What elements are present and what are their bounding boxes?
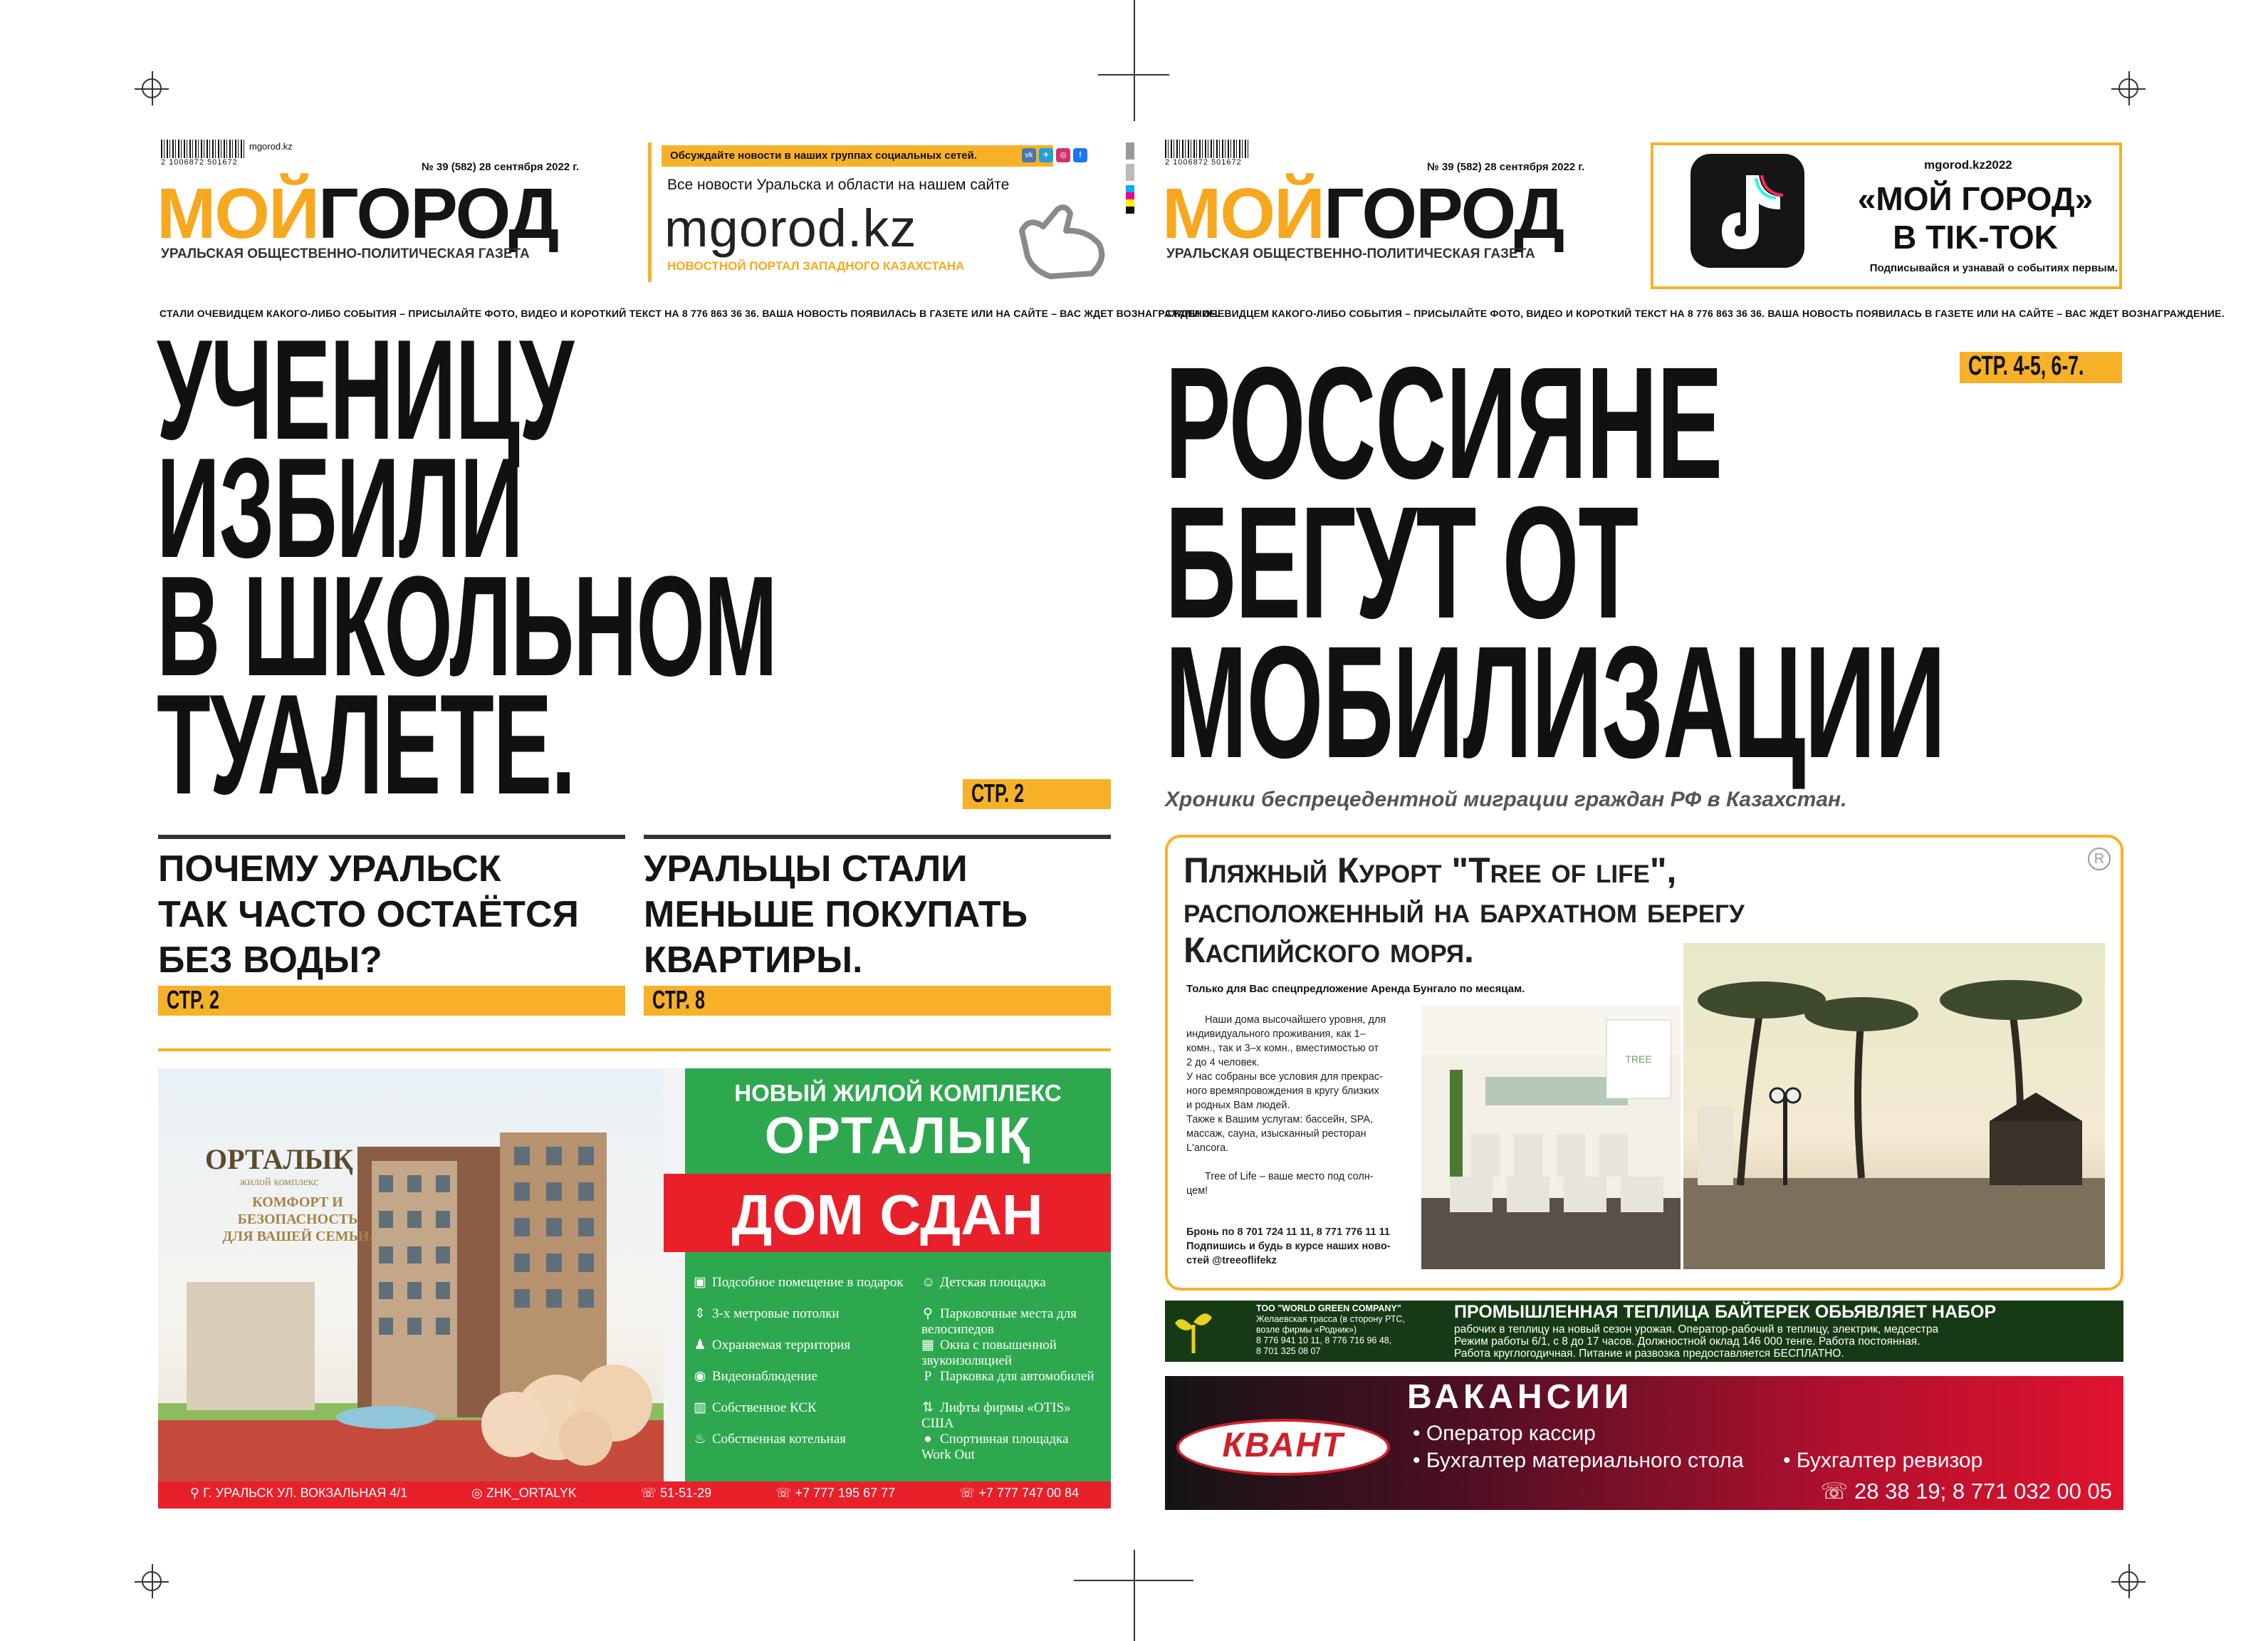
ad-logo <box>205 1142 353 1189</box>
vacancy-phones[interactable]: ☏ 28 38 19; 8 771 032 00 05 <box>1820 1479 2112 1504</box>
facebook-icon[interactable]: f <box>1073 148 1087 162</box>
headline-page-ref[interactable]: СТР. 4-5, 6-7. <box>1960 352 2122 383</box>
vacancy-ad[interactable] <box>1165 1376 2123 1510</box>
vacancy-item: • Бухгалтер ревизор <box>1783 1449 1983 1472</box>
story-line: МЕНЬШЕ ПОКУПАТЬ <box>644 894 1028 935</box>
ad-slogan: КОМФОРТ И БЕЗОПАСНОСТЬ ДЛЯ ВАШЕЙ СЕМЬИ. <box>222 1194 373 1244</box>
registration-mark <box>142 1571 162 1591</box>
vacancy-item: • Оператор кассир <box>1413 1422 1596 1445</box>
social-icons[interactable] <box>1022 148 1087 162</box>
instagram-icon[interactable]: ◎ <box>1056 148 1070 162</box>
story-line: КВАРТИРЫ. <box>644 939 863 981</box>
ad-features <box>694 1275 1099 1463</box>
parking-icon: P <box>924 1369 932 1384</box>
story-teaser-water[interactable] <box>158 835 625 1016</box>
headline-page-ref[interactable]: СТР. 2 <box>963 779 1111 809</box>
elevator-icon: ⇅ <box>922 1400 934 1415</box>
feature-item: ♟ Охраняемая территория <box>694 1338 851 1353</box>
main-headline[interactable] <box>1165 334 2268 791</box>
feature-item: ▥ Собственное КСК <box>694 1400 817 1415</box>
greenhouse-text: рабочих в теплицу на новый сезон урожая. Оператор-рабочий в теплицу, электрик, медсестра Режим работы 6/1, с 8 до 17 часов. Должностной оклад 146 000 тенге. Работа постоянная. Работа круглогодичная. Питание и развозка предоставляется БЕСПЛАТНО. <box>1454 1323 1939 1360</box>
issue-number: № 39 (582) 28 сентября 2022 г. <box>422 161 580 173</box>
camera-icon: ◉ <box>694 1369 706 1384</box>
ad-logo-text: ОРТАЛЫҚ <box>205 1143 353 1175</box>
resort-offer: Только для Вас спецпредложение Аренда Бунгало по месяцам. <box>1186 983 1525 995</box>
feature-item: ▦ Окна с повышенной звукоизоляцией <box>921 1338 1057 1368</box>
headline-line: РОССИЯНЕ <box>1165 334 1723 512</box>
building-illustration <box>158 1068 664 1481</box>
site-small[interactable]: mgorod.kz <box>249 141 293 152</box>
logo-part-moi: МОЙ <box>1162 174 1324 254</box>
vk-icon[interactable]: vk <box>1022 148 1036 162</box>
feature-item: ⚲ Парковочные места для велосипедов <box>921 1306 1077 1337</box>
barcode-number: 2 1006872 501672 <box>161 158 238 167</box>
headline-line: УЧЕНИЦУ <box>157 311 573 469</box>
greenhouse-title: ПРОМЫШЛЕННАЯ ТЕПЛИЦА БАЙТЕРЕК ОБЬЯВЛЯЕТ НАБОР <box>1454 1302 1997 1322</box>
address: ⚲ Г. УРАЛЬСК УЛ. ВОКЗАЛЬНАЯ 4/1 <box>189 1486 408 1500</box>
story-line: ТАК ЧАСТО ОСТАЁТСЯ <box>158 894 579 935</box>
guard-icon: ♟ <box>694 1338 706 1353</box>
phone-icon: ☏ <box>640 1486 661 1500</box>
tagline: УРАЛЬСКАЯ ОБЩЕСТВЕННО-ПОЛИТИЧЕСКАЯ ГАЗЕТА <box>1166 246 1535 261</box>
fold-mark <box>1134 0 1135 121</box>
feature-item: ♨ Собственная котельная <box>694 1432 846 1447</box>
barcode <box>1165 140 1250 158</box>
window-icon: ▦ <box>921 1338 934 1353</box>
bicycle-icon: ⚲ <box>923 1306 933 1321</box>
kvant-logo-text: КВАНТ <box>1222 1427 1344 1464</box>
headline-line: ТУАЛЕТЕ. <box>157 665 575 824</box>
reader-news-strip: СТАЛИ ОЧЕВИДЦЕМ КАКОГО-ЛИБО СОБЫТИЯ – ПРИСЫЛАЙТЕ ФОТО, ВИДЕО И КОРОТКИЙ ТЕКСТ НА 8 776 863 36 36. ВАША НОВОСТЬ ПОЯВИЛАСЬ В ГАЗЕТЕ ИЛИ НА САЙТЕ – ВАС ЖДЕТ ВОЗНАГРАЖДЕНИЕ. <box>160 308 1219 319</box>
story-page-ref[interactable]: СТР. 8 <box>644 986 1111 1016</box>
promo-line: Все новости Уральска и области на нашем сайте <box>667 177 1010 193</box>
issue-number: № 39 (582) 28 сентября 2022 г. <box>1427 161 1585 173</box>
restaurant-photo <box>1421 1006 1681 1269</box>
greenhouse-company: ТОО "WORLD GREEN COMPANY" Желаевская трасса (в сторону РТС, возле фирмы «Родник») 8 776 941 10 11, 8 776 716 96 48, 8 701 325 08 07 <box>1256 1303 1405 1356</box>
barcode <box>161 140 246 158</box>
ad-logo-sub: жилой комплекс <box>239 1176 319 1188</box>
greenhouse-ad[interactable] <box>1165 1301 2123 1362</box>
registration-mark <box>2118 1571 2138 1591</box>
tiktok-handle[interactable]: mgorod.kz2022 <box>1924 158 2012 172</box>
story-line: ПОЧЕМУ УРАЛЬСК <box>158 848 501 890</box>
logo-part-gorod: ГОРОД <box>318 174 558 254</box>
ad-title-big: ОРТАЛЫҚ <box>764 1108 1032 1165</box>
resort-ad[interactable] <box>1165 835 2123 1291</box>
story-line: БЕЗ ВОДЫ? <box>158 939 382 981</box>
tiktok-bottom: Подписывайся и узнавай о событиях первым. <box>1869 262 2118 274</box>
headline-line: МОБИЛИЗАЦИИ <box>1165 613 1945 791</box>
fold-mark <box>1134 1550 1135 1641</box>
promo-top-text: Обсуждайте новости в наших группах социальных сетей. <box>670 150 978 162</box>
tiktok-promo-box[interactable] <box>1651 142 2122 289</box>
logo-part-gorod: ГОРОД <box>1323 174 1564 254</box>
gift-icon: ▣ <box>694 1275 706 1290</box>
headline-line: БЕГУТ ОТ <box>1165 474 1638 652</box>
phone-icon: ☏ <box>1820 1479 1854 1504</box>
reader-news-strip: СТАЛИ ОЧЕВИДЦЕМ КАКОГО-ЛИБО СОБЫТИЯ – ПРИСЫЛАЙТЕ ФОТО, ВИДЕО И КОРОТКИЙ ТЕКСТ НА 8 776 863 36 36. ВАША НОВОСТЬ ПОЯВИЛАСЬ В ГАЗЕТЕ ИЛИ НА САЙТЕ – ВАС ЖДЕТ ВОЗНАГРАЖДЕНИЕ. <box>1165 308 2225 319</box>
tiktok-subtitle: В TIK-TOK <box>1893 219 2058 256</box>
social-promo-box[interactable] <box>648 142 1111 282</box>
tiktok-title: «МОЙ ГОРОД» <box>1857 180 2094 217</box>
instagram-icon: ◎ <box>471 1486 486 1500</box>
tiktok-logo-icon <box>1690 154 1804 268</box>
hand-pointer-icon <box>1008 202 1114 281</box>
phone[interactable]: ☏ 51-51-29 <box>640 1486 712 1500</box>
phone-icon: ☏ <box>958 1486 979 1500</box>
barcode-number: 2 1006872 501672 <box>1165 158 1242 167</box>
resort-contacts[interactable]: Бронь по 8 701 724 11 11, 8 771 776 11 11 Подпишись и будь в курсе наших ново- стей @treeoflifekz <box>1186 1226 1391 1266</box>
tiktok-note-icon <box>1690 154 1804 268</box>
feature-item: ⇕ 3-х метровые потолки <box>694 1306 840 1321</box>
feature-item: ⇅ Лифты фирмы «OTIS» США <box>921 1400 1071 1431</box>
fold-mark <box>1098 74 1169 75</box>
feature-item: P Парковка для автомобилей <box>921 1369 1099 1400</box>
ad-footer <box>158 1486 1111 1501</box>
ad-title-small: НОВЫЙ ЖИЛОЙ КОМПЛЕКС <box>734 1080 1062 1106</box>
playground-icon: ☺ <box>921 1275 936 1290</box>
feature-item: ● Спортивная площадка Work Out <box>921 1432 1069 1462</box>
building-icon: ▥ <box>694 1400 706 1415</box>
headline-line: ИЗБИЛИ <box>157 429 523 588</box>
ad-banner-text: ДОМ СДАН <box>731 1183 1043 1246</box>
divider <box>158 1048 1111 1051</box>
feature-item: ◉ Видеонаблюдение <box>694 1369 817 1384</box>
fold-mark <box>1074 1580 1193 1581</box>
registration-mark <box>142 78 162 98</box>
location-icon: ⚲ <box>189 1486 204 1500</box>
headline-line: В ШКОЛЬНОМ <box>157 547 777 706</box>
phone-icon: ☏ <box>775 1486 795 1500</box>
ortalyk-ad[interactable] <box>158 1068 1111 1509</box>
headline-deck: Хроники беспрецедентной миграции граждан РФ в Казахстан. <box>1165 788 1847 811</box>
boiler-icon: ♨ <box>694 1432 706 1447</box>
registered-mark: R <box>2088 848 2111 870</box>
tagline: УРАЛЬСКАЯ ОБЩЕСТВЕННО-ПОЛИТИЧЕСКАЯ ГАЗЕТА <box>161 246 530 261</box>
story-line: УРАЛЬЦЫ СТАЛИ <box>644 848 968 890</box>
instagram-handle[interactable]: ◎ ZHK_ORTALYK <box>471 1486 577 1500</box>
feature-item: ☺ Детская площадка <box>921 1275 1046 1290</box>
tree-of-life-logo-icon: TREE <box>1625 1053 1652 1065</box>
promo-bottom: НОВОСТНОЙ ПОРТАЛ ЗАПАДНОГО КАЗАХСТАНА <box>667 259 965 273</box>
color-swatches <box>1126 142 1134 214</box>
vacancy-item: • Бухгалтер материального стола <box>1413 1449 1744 1472</box>
promo-site[interactable]: mgorod.kz <box>664 199 917 258</box>
telegram-icon[interactable]: ✈ <box>1039 148 1053 162</box>
beach-photo <box>1683 943 2105 1269</box>
feature-item: ▣ Подсобное помещение в подарок <box>694 1275 904 1290</box>
registration-mark <box>2118 78 2138 98</box>
phone[interactable]: ☏ +7 777 195 67 77 <box>775 1486 896 1500</box>
vacancy-title: ВАКАНСИИ <box>1407 1378 1634 1416</box>
story-page-ref[interactable]: СТР. 2 <box>158 986 625 1016</box>
plant-logo-icon <box>1172 1306 1215 1356</box>
resort-body: Наши дома высочайшего уровня, для индивидуального проживания, как 1– комн., так и 3–х комн., вместимостью от 2 до 4 человек. У нас собраны все условия для прекрас- ного времяпровождения в кругу близких и родных Вам людей. Также к Вашим услугам: бассейн, SPA, массаж, сауна, изысканный ресторан L'ancora. Tree of Life – ваше место под солн- цем! <box>1186 1014 1386 1197</box>
phone[interactable]: ☏ +7 777 747 00 84 <box>958 1486 1080 1500</box>
resort-title: Пляжный Курорт "Tree of life", расположенный на бархатном берегу Каспийского моря. <box>1183 850 1745 970</box>
ceiling-icon: ⇕ <box>694 1306 706 1321</box>
story-teaser-apartments[interactable] <box>644 835 1111 1016</box>
logo-part-moi: МОЙ <box>157 174 318 254</box>
sport-icon: ● <box>924 1432 932 1447</box>
